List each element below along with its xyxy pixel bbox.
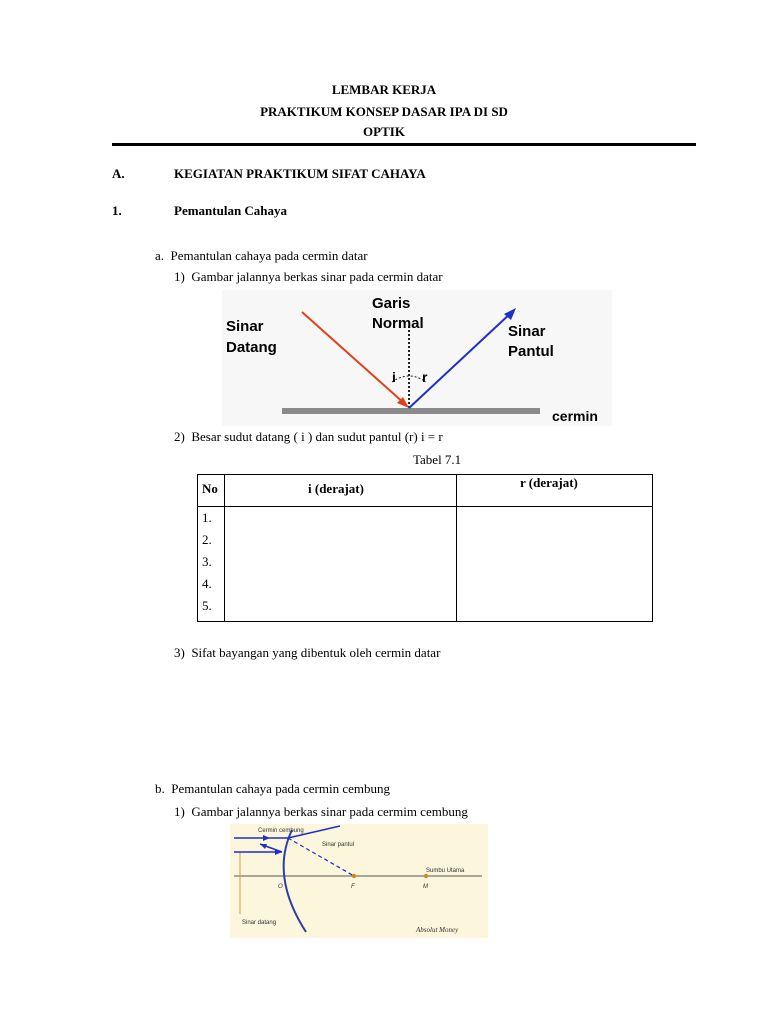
label-normal: Normal [372,315,424,332]
mirror-surface [282,408,540,414]
center-point [424,874,428,878]
part-a-heading: a. Pemantulan cahaya pada cermin datar [155,248,368,263]
table-divider-2 [456,475,457,621]
section-a-marker: A. [112,166,125,181]
table-caption: Tabel 7.1 [413,452,462,467]
label-angle-r: r [422,369,428,385]
convex-mirror-diagram [230,824,488,938]
label-garis: Garis [372,295,411,312]
label-o: O [278,884,283,890]
label-sinar-pantul: Sinar pantul [322,842,355,848]
label-sinar-datang-1: Sinar [226,318,264,335]
section-1-marker: 1. [112,203,122,218]
table-divider-1 [224,475,225,621]
doc-subtitle: PRAKTIKUM KONSEP DASAR IPA DI SD [260,104,508,119]
label-sinar-datang-2: Datang [226,339,277,356]
label-sinar-pantul-1: Sinar [508,323,546,340]
label-credit: Absolut Money [416,926,459,934]
table-row-number: 2. [202,532,212,547]
table-row-number: 3. [202,554,212,569]
focal-point [352,874,356,878]
part-b-step1: 1) Gambar jalannya berkas sinar pada cermim cembung [174,804,468,819]
label-angle-i: i [392,369,396,385]
plane-mirror-diagram [222,290,612,426]
table-row-number: 5. [202,598,212,613]
part-a-step2: 2) Besar sudut datang ( i ) dan sudut pantul (r) i = r [174,429,443,444]
label-cermin: cermin [552,408,598,424]
data-table [197,474,653,622]
table-row-number: 4. [202,576,212,591]
part-a-step3: 3) Sifat bayangan yang dibentuk oleh cermin datar [174,645,441,660]
label-cermin-cembung: Cermin cembung [258,828,304,834]
label-sinar-datang: Sinar datang [242,920,277,926]
table-header-i: i (derajat) [308,481,364,496]
label-f: F [351,884,355,890]
label-sinar-pantul-2: Pantul [508,343,554,360]
section-1-title: Pemantulan Cahaya [174,203,288,218]
part-a-step1: 1) Gambar jalannya berkas sinar pada cermin datar [174,269,443,284]
label-sumbu-utama: Sumbu Utama [426,868,465,874]
table-header-no: No [202,481,218,496]
label-m: M [423,884,428,890]
table-header-rule [198,506,652,507]
table-header-r: r (derajat) [520,475,578,490]
doc-title: LEMBAR KERJA [331,82,437,97]
section-a-title: KEGIATAN PRAKTIKUM SIFAT CAHAYA [174,166,426,181]
table-row-number: 1. [202,510,212,525]
doc-topic: OPTIK [363,124,405,139]
part-b-heading: b. Pemantulan cahaya pada cermin cembung [155,781,390,796]
header-rule [112,143,696,146]
